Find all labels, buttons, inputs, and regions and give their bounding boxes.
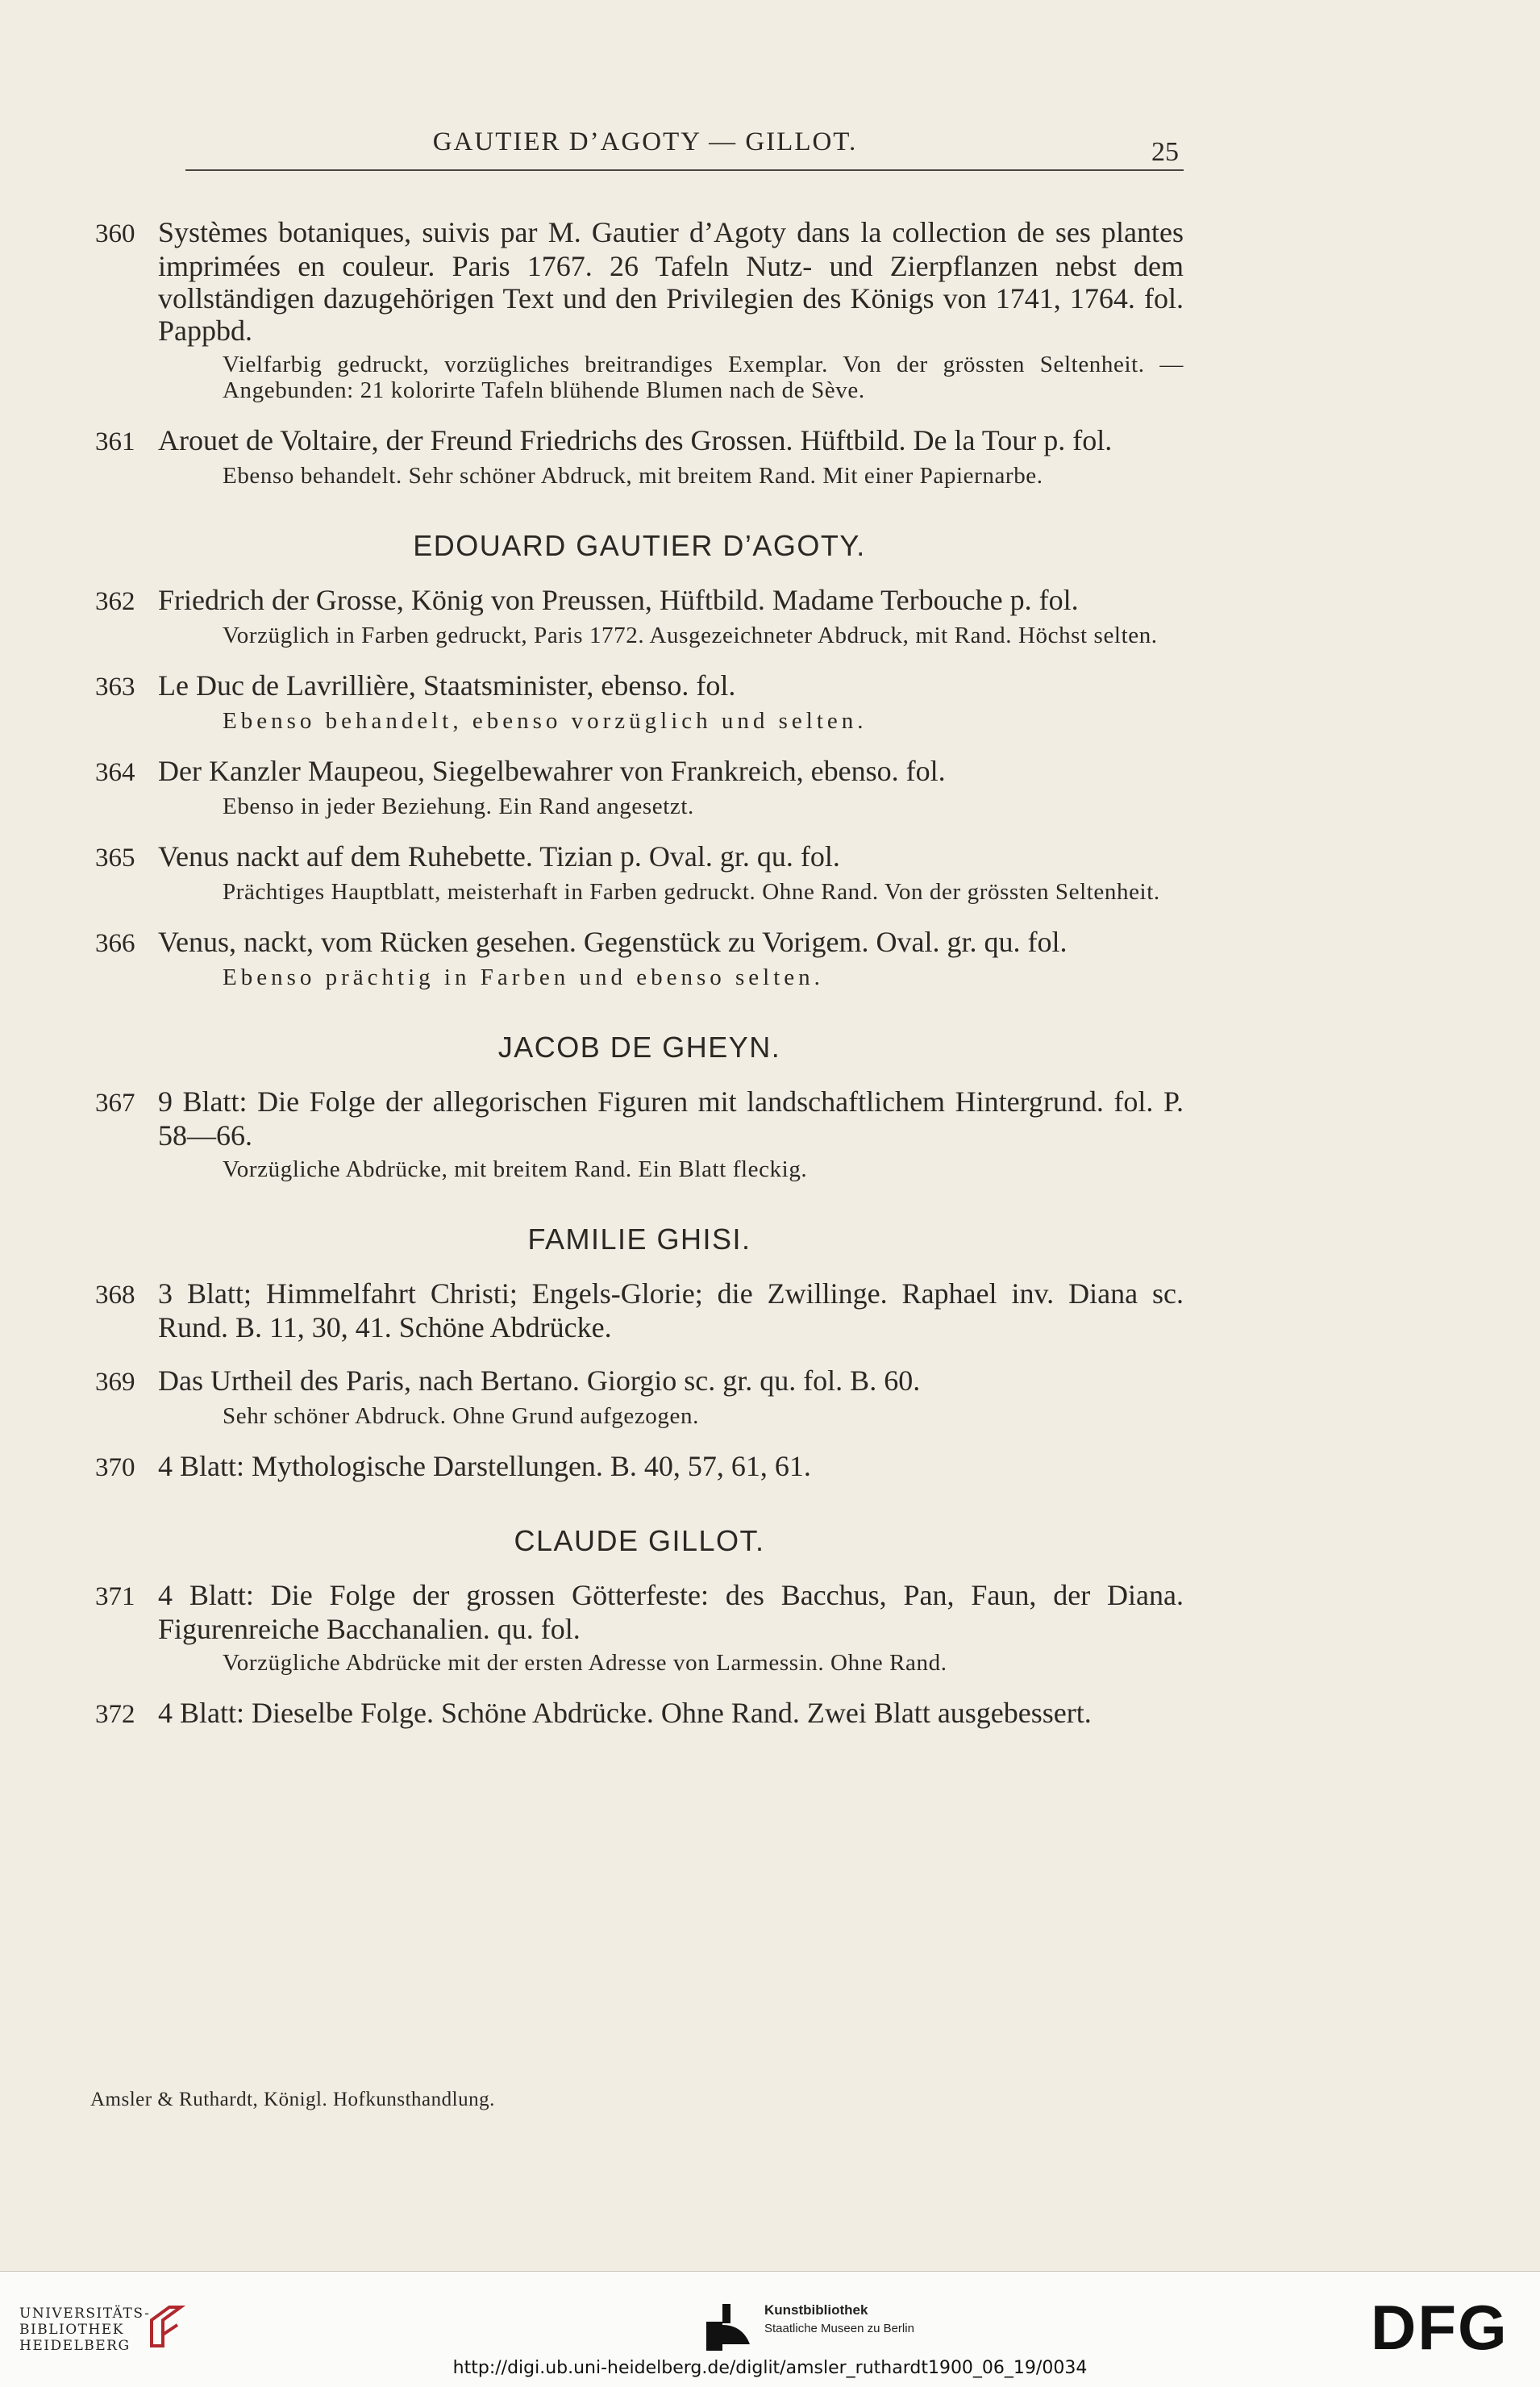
header-rule bbox=[185, 169, 1184, 171]
lot-number: 372 bbox=[95, 1700, 135, 1729]
entry-note: Prächtiges Hauptblatt, meisterhaft in Farben gedruckt. Ohne Rand. Von der grössten Seltenheit. bbox=[223, 879, 1160, 905]
kunstbibliothek-label: Kunstbibliothek Staatliche Museen zu Berlin bbox=[764, 2302, 914, 2335]
lot-number: 365 bbox=[95, 844, 135, 873]
catalogue-entry bbox=[95, 1450, 1184, 1484]
entry-note: Vorzügliche Abdrücke, mit breitem Rand. Ein Blatt fleckig. bbox=[223, 1156, 808, 1182]
entry-title: Das Urtheil des Paris, nach Bertano. Giorgio sc. gr. qu. fol. B. 60. bbox=[158, 1364, 921, 1397]
entry-title: Le Duc de Lavrillière, Staatsminister, ebenso. fol. bbox=[158, 669, 736, 702]
entry-note: Ebenso in jeder Beziehung. Ein Rand angesetzt. bbox=[223, 794, 694, 819]
lot-number: 369 bbox=[95, 1368, 135, 1397]
catalogue-column bbox=[95, 216, 1184, 1752]
entry-title: 3 Blatt; Himmelfahrt Christi; Engels-Glorie; die Zwillinge. Raphael inv. Diana sc. Rund. B. 11, 30, 41. Schöne Abdrücke. bbox=[158, 1277, 1184, 1343]
entry-title: Der Kanzler Maupeou, Siegelbewahrer von Frankreich, ebenso. fol. bbox=[158, 755, 946, 787]
publisher-imprint: Amsler & Ruthardt, Königl. Hofkunsthandlung. bbox=[90, 2089, 495, 2110]
entry-title: Friedrich der Grosse, König von Preussen, Hüftbild. Madame Terbouche p. fol. bbox=[158, 584, 1079, 616]
entry-title: 9 Blatt: Die Folge der allegorischen Figuren mit landschaftlichem Hintergrund. fol. P. 58—66. bbox=[158, 1085, 1184, 1152]
dfg-logo: DFG bbox=[1371, 2292, 1509, 2363]
university-library-logo-text: UNIVERSITÄTS- BIBLIOTHEK HEIDELBERG bbox=[19, 2306, 151, 2354]
running-head: GAUTIER D’AGOTY — GILLOT. bbox=[432, 127, 858, 156]
section-heading: JACOB DE GHEYN. bbox=[497, 1031, 781, 1064]
catalogue-entry bbox=[95, 584, 1184, 648]
entry-note: Ebenso behandelt, ebenso vorzüglich und selten. bbox=[223, 708, 868, 734]
entry-title: 4 Blatt: Mythologische Darstellungen. B. 40, 57, 61, 61. bbox=[158, 1450, 811, 1482]
kunstbibliothek-logo-icon bbox=[703, 2301, 756, 2354]
catalogue-entry bbox=[95, 1364, 1184, 1429]
catalogue-entry bbox=[95, 1277, 1184, 1343]
lot-number: 363 bbox=[95, 673, 135, 702]
lot-number: 361 bbox=[95, 427, 135, 456]
entry-note: Ebenso behandelt. Sehr schöner Abdruck, mit breitem Rand. Mit einer Papiernarbe. bbox=[223, 463, 1043, 489]
catalogue-entry bbox=[95, 424, 1184, 489]
entry-title: Arouet de Voltaire, der Freund Friedrichs des Grossen. Hüftbild. De la Tour p. fol. bbox=[158, 424, 1113, 456]
catalogue-entry bbox=[95, 755, 1184, 819]
catalogue-entry bbox=[95, 1697, 1184, 1731]
source-url[interactable]: http://digi.ub.uni-heidelberg.de/diglit/amsler_ruthardt1900_06_19/0034 bbox=[452, 2358, 1088, 2378]
lot-number: 371 bbox=[95, 1582, 135, 1611]
entry-title: 4 Blatt: Die Folge der grossen Götterfeste: des Bacchus, Pan, Faun, der Diana. Figurenreiche Bacchanalien. qu. fol. bbox=[158, 1579, 1184, 1645]
catalogue-entry bbox=[95, 1085, 1184, 1182]
catalogue-entry bbox=[95, 669, 1184, 734]
lot-number: 368 bbox=[95, 1281, 135, 1310]
entry-note: Ebenso prächtig in Farben und ebenso selten. bbox=[223, 964, 824, 990]
entry-title: Venus nackt auf dem Ruhebette. Tizian p. Oval. gr. qu. fol. bbox=[158, 840, 840, 873]
section-heading: CLAUDE GILLOT. bbox=[514, 1524, 765, 1557]
page-number: 25 bbox=[1151, 137, 1179, 167]
entry-title: 4 Blatt: Dieselbe Folge. Schöne Abdrücke. Ohne Rand. Zwei Blatt ausgebessert. bbox=[158, 1697, 1092, 1729]
entry-note: Vorzügliche Abdrücke mit der ersten Adresse von Larmessin. Ohne Rand. bbox=[223, 1650, 947, 1676]
lot-number: 367 bbox=[95, 1089, 135, 1118]
entry-title: Venus, nackt, vom Rücken gesehen. Gegenstück zu Vorigem. Oval. gr. qu. fol. bbox=[158, 926, 1068, 958]
entry-title: Systèmes botaniques, suivis par M. Gautier d’Agoty dans la collection de ses plantes imprimées en couleur. Paris 1767. 26 Tafeln Nutz- und Zierpflanzen nebst dem vollständigen dazugehörigen Text und den Privilegien des Königs von 1741, 1764. fol. Pappbd. bbox=[158, 216, 1184, 347]
lot-number: 360 bbox=[95, 219, 135, 248]
lot-number: 366 bbox=[95, 929, 135, 958]
digitization-footer bbox=[0, 2271, 1540, 2387]
lot-number: 362 bbox=[95, 587, 135, 616]
catalogue-entry bbox=[95, 840, 1184, 905]
entry-note: Vielfarbig gedruckt, vorzügliches breitrandiges Exemplar. Von der grössten Seltenheit. — Angebunden: 21 kolorirte Tafeln blühende Blumen nach de Sève. bbox=[223, 352, 1184, 403]
catalogue-entry bbox=[95, 926, 1184, 990]
section-heading: EDOUARD GAUTIER D’AGOTY. bbox=[413, 529, 866, 562]
lot-number: 370 bbox=[95, 1453, 135, 1482]
university-library-logo-icon bbox=[145, 2302, 185, 2351]
catalogue-entry bbox=[95, 216, 1184, 403]
entry-note: Vorzüglich in Farben gedruckt, Paris 1772. Ausgezeichneter Abdruck, mit Rand. Höchst selten. bbox=[223, 623, 1158, 648]
lot-number: 364 bbox=[95, 758, 135, 787]
catalogue-entry bbox=[95, 1579, 1184, 1676]
entry-note: Sehr schöner Abdruck. Ohne Grund aufgezogen. bbox=[223, 1403, 699, 1429]
section-heading: FAMILIE GHISI. bbox=[527, 1223, 751, 1256]
